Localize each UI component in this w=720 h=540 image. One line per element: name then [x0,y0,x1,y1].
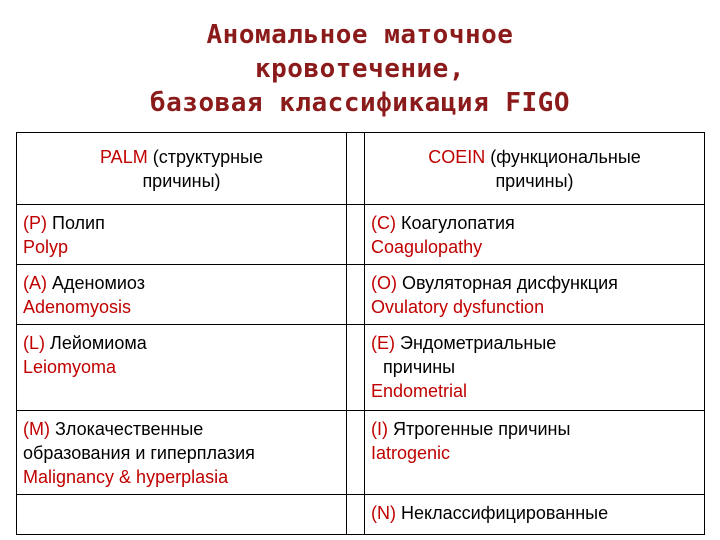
column-gap [347,495,365,535]
palm-cell-empty [17,495,347,535]
palm-header-text-2: причины) [142,171,221,191]
en-label: Leiomyoma [23,357,117,377]
coein-header-text-2: причины) [495,171,574,191]
code-a: (A) [23,273,47,293]
palm-cell-adenomyosis [17,265,347,325]
ru-label: Ятрогенные причины [388,419,571,439]
code-c: (C) [371,213,396,233]
coein-header-text: (функциональные [485,147,641,167]
en-label: Polyp [23,237,69,257]
en-label: Malignancy & hyperplasia [23,467,229,487]
en-label: Coagulopathy [371,237,483,257]
table-row [17,495,705,535]
code-i: (I) [371,419,388,439]
ru-label: Злокачественные [49,419,204,439]
coein-header-cell [365,133,705,205]
code-e: (E) [371,333,395,353]
ru-label-2: образования и гиперплазия [23,443,255,463]
ru-label: Полип [47,213,105,233]
ru-label: Неклассифицированные [396,503,609,523]
code-n: (N) [371,503,396,523]
coein-cell-iatrogenic [365,411,705,495]
palm-code: PALM [100,147,148,167]
ru-label: Эндометриальные [395,333,557,353]
palm-cell-malignancy [17,411,347,495]
coein-cell-not-classified [365,495,705,535]
title-line-2: кровотечение, [255,54,465,84]
coein-cell-endometrial [365,325,705,411]
code-l: (L) [23,333,45,353]
column-gap [347,133,365,205]
coein-code: COEIN [428,147,486,167]
ru-label: Аденомиоз [47,273,145,293]
coein-cell-coagulopathy [365,205,705,265]
ru-label-2: причины [383,357,456,377]
table-row [17,325,705,411]
en-label: Endometrial [371,381,468,401]
table-row [17,411,705,495]
en-label: Iatrogenic [371,443,451,463]
palm-cell-polyp [17,205,347,265]
column-gap [347,265,365,325]
title-line-3: базовая классификация FIGO [150,88,570,118]
ru-label: Коагулопатия [396,213,515,233]
code-m: (M) [23,419,50,439]
palm-header-cell [17,133,347,205]
ru-label: Лейомиома [45,333,147,353]
table-row [17,205,705,265]
palm-header-text: (структурные [147,147,263,167]
en-label: Ovulatory dysfunction [371,297,545,317]
palm-cell-leiomyoma [17,325,347,411]
classification-table [16,132,705,535]
column-gap [347,411,365,495]
slide-title [16,18,704,132]
table-row [17,265,705,325]
coein-cell-ovulatory [365,265,705,325]
code-o: (O) [371,273,397,293]
table-header-row [17,133,705,205]
en-label: Adenomyosis [23,297,132,317]
column-gap [347,325,365,411]
column-gap [347,205,365,265]
code-p: (P) [23,213,47,233]
title-line-1: Аномальное маточное [206,20,514,50]
ru-label: Овуляторная дисфункция [397,273,618,293]
